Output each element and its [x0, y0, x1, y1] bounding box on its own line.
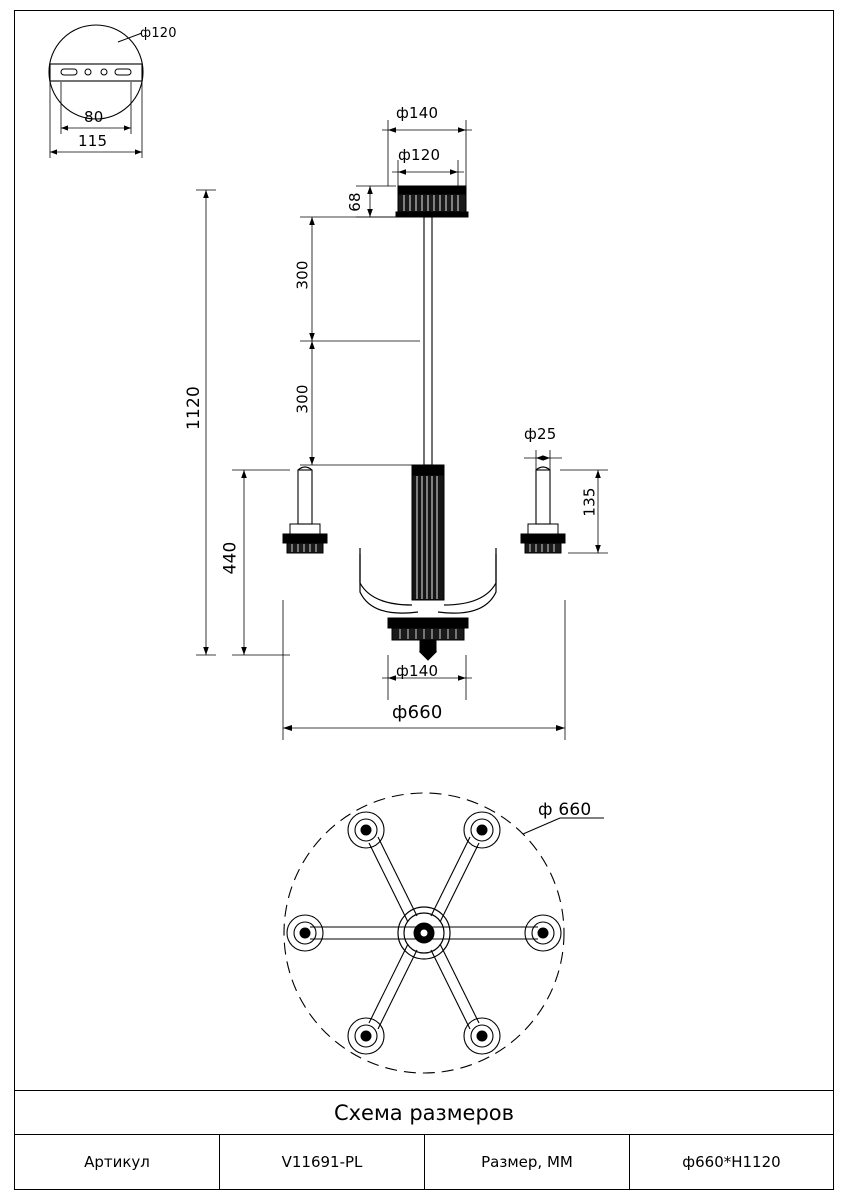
dim-candle-height: 135 [580, 487, 599, 517]
dim-mount-plate: 115 [78, 132, 108, 150]
dim-total-height: 1120 [184, 385, 205, 431]
spec-size-label: Размер, ММ [425, 1135, 630, 1189]
dim-canopy-inner: ф120 [398, 146, 441, 164]
spec-table [15, 1135, 833, 1189]
sheet-border [14, 10, 834, 1190]
dim-candle-diameter: ф25 [524, 425, 557, 443]
dim-rod-seg-1: 300 [293, 260, 312, 290]
spec-size-value: ф660*H1120 [682, 1153, 781, 1171]
dim-mount-width: 80 [84, 108, 104, 126]
page-title: Схема размеров [333, 1100, 515, 1125]
dim-arm-height: 440 [220, 541, 241, 575]
drawing-title-band [15, 1090, 833, 1135]
dim-canopy-height: 68 [345, 192, 364, 212]
dim-body-diameter: ф140 [396, 662, 439, 680]
dim-mount-diameter: ф120 [140, 26, 177, 41]
dim-canopy-outer: ф140 [396, 104, 439, 122]
dim-rod-seg-2: 300 [293, 384, 312, 414]
dim-plan-diameter: ф 660 [538, 800, 592, 820]
spec-article-value: V11691-PL [220, 1135, 425, 1189]
dim-overall-diameter: ф660 [392, 702, 443, 723]
spec-article-label: Артикул [15, 1135, 220, 1189]
